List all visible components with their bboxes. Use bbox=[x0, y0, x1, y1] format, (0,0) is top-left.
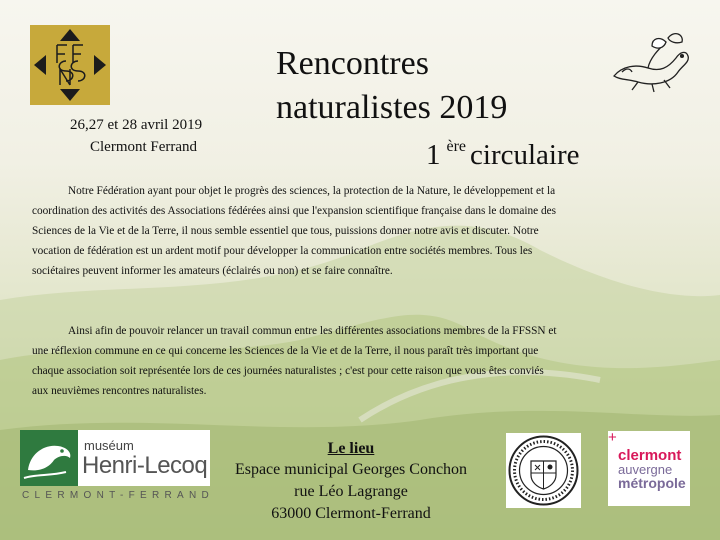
animal-sketch-icon bbox=[608, 28, 692, 96]
otter-icon bbox=[20, 430, 78, 486]
paragraph-line: coordination des activités des Associations fédérées ainsi que l'expansion scientifique française dans le domaine des bbox=[32, 204, 557, 217]
paragraph-line: sociétaires peuvent informer les amateurs (éclairés ou non) et se faire connaître. bbox=[32, 264, 393, 277]
title-line-1: Rencontres bbox=[276, 45, 429, 82]
circular-label bbox=[426, 128, 580, 174]
circular-number: 1 bbox=[426, 139, 441, 171]
museum-henri-lecoq-logo bbox=[20, 430, 215, 502]
ffssn-logo bbox=[30, 25, 110, 105]
museum-label-name: Henri-Lecoq bbox=[82, 452, 208, 479]
metropole-label: métropole bbox=[618, 475, 686, 491]
paragraph-invitation bbox=[32, 322, 673, 402]
society-seal-logo bbox=[506, 433, 581, 508]
clermont-label: clermont bbox=[618, 447, 682, 464]
venue-street: rue Léo Lagrange bbox=[294, 483, 408, 500]
museum-label-city: CLERMONT-FERRAND bbox=[22, 490, 215, 501]
event-dates: 26,27 et 28 avril 2019 bbox=[70, 117, 203, 133]
title-line-2: naturalistes 2019 bbox=[276, 89, 508, 126]
venue-name: Espace municipal Georges Conchon bbox=[234, 461, 468, 478]
circular-word: circulaire bbox=[470, 139, 580, 171]
venue-heading: Le lieu bbox=[327, 440, 375, 457]
clermont-auvergne-metropole-logo bbox=[608, 431, 690, 506]
paragraph-line: une réflexion commune en ce qui concerne les Sciences de la Vie et de la Terre, il nous paraît très important que bbox=[32, 344, 539, 357]
paragraph-line: aux neuvièmes rencontres naturalistes. bbox=[32, 384, 207, 397]
clermont-plus-mark: + bbox=[608, 429, 617, 446]
museum-label-small: muséum bbox=[84, 438, 134, 453]
paragraph-line: chaque association soit représentée lors de ces journées naturalistes ; c'est pour cette raison que vous êtes conviés bbox=[32, 364, 544, 377]
paragraph-line: Sciences de la Vie et de la Terre, il nous semble essentiel que tous, puissions donner notre avis et discuter. Notre bbox=[32, 224, 539, 237]
paragraph-line: vocation de fédération est un ardent motif pour développer la communication entre sociétés membres. Tous les bbox=[32, 244, 533, 257]
paragraph-federation bbox=[32, 182, 673, 282]
paragraph-line: Notre Fédération ayant pour objet le progrès des sciences, la protection de la Nature, le développement et la bbox=[68, 185, 556, 197]
auvergne-label: auvergne bbox=[618, 462, 673, 477]
circular-superscript: ère bbox=[446, 138, 467, 155]
event-city: Clermont Ferrand bbox=[90, 139, 198, 155]
venue-postal-city: 63000 Clermont-Ferrand bbox=[271, 505, 431, 522]
paragraph-line: Ainsi afin de pouvoir relancer un travail commun entre les différentes associations membres de la FFSSN et bbox=[68, 325, 557, 337]
